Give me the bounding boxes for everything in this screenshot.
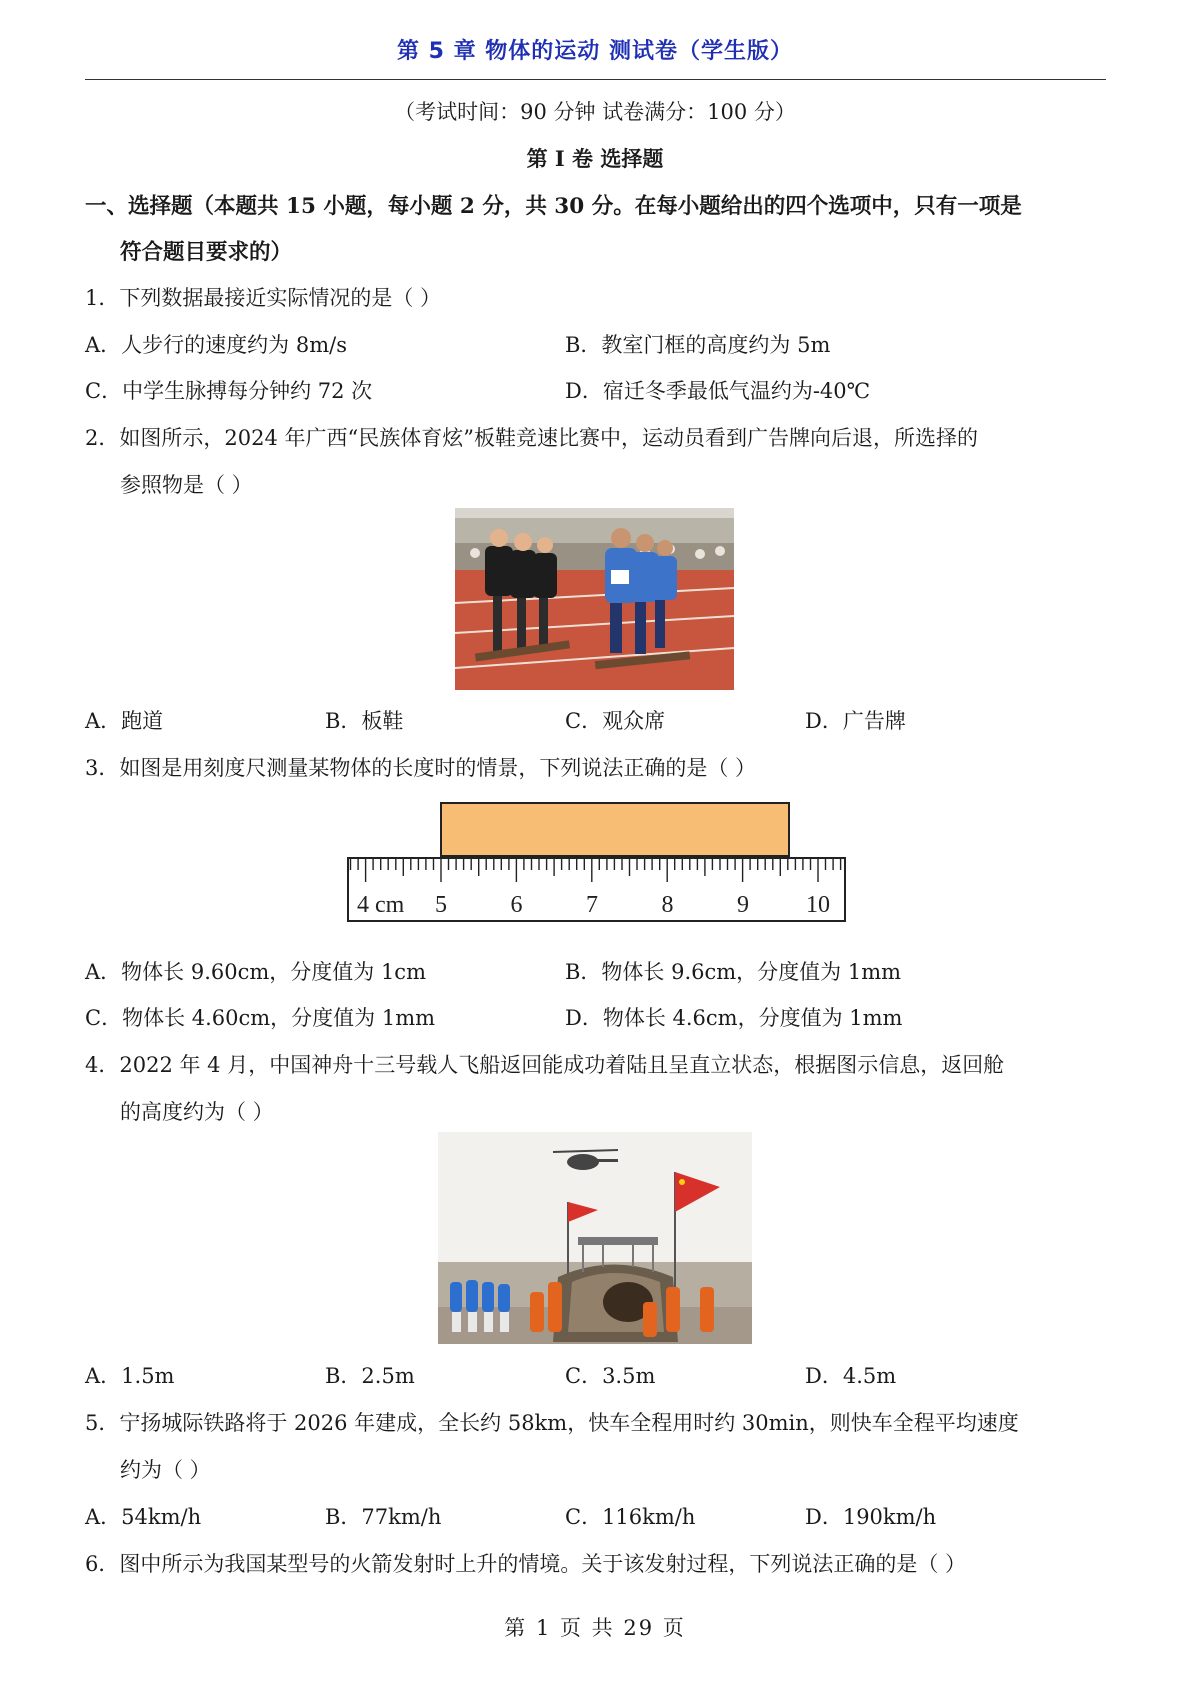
question-6-stem: 6．图中所示为我国某型号的火箭发射时上升的情境。关于该发射过程，下列说法正确的是（ ） (85, 1552, 967, 1576)
header-divider (85, 79, 1106, 80)
ruler-tick-label-10: 10 (806, 892, 830, 918)
q5-option-a[interactable]: A．54km/h (85, 1505, 202, 1529)
q1-option-b[interactable]: B．教室门框的高度约为 5m (565, 333, 831, 357)
q5-option-b[interactable]: B．77km/h (325, 1505, 442, 1529)
section-heading-line2: 符合题目要求的） (120, 240, 293, 265)
q1-option-c[interactable]: C．中学生脉搏每分钟约 72 次 (85, 379, 373, 403)
question-1-stem: 1．下列数据最接近实际情况的是（ ） (85, 286, 442, 310)
page-number: 第 1 页 共 29 页 (504, 1616, 686, 1640)
part-title: 第 I 卷 选择题 (526, 146, 664, 171)
question-5-stem-line2: 约为（ ） (120, 1458, 211, 1482)
section-heading-line1: 一、选择题（本题共 15 小题，每小题 2 分，共 30 分。在每小题给出的四个选项中，只有一项是 (85, 194, 1022, 219)
measured-object (441, 803, 789, 856)
q4-option-a[interactable]: A．1.5m (85, 1364, 175, 1388)
ruler-tick-label-9: 9 (737, 892, 749, 918)
q2-option-b[interactable]: B．板鞋 (325, 709, 404, 733)
q4-option-d[interactable]: D．4.5m (805, 1364, 897, 1388)
q5-option-c[interactable]: C．116km/h (565, 1505, 696, 1529)
ruler-tick-label-5: 5 (435, 892, 447, 918)
q1-option-d[interactable]: D．宿迁冬季最低气温约为-40℃ (565, 379, 871, 403)
q2-option-d[interactable]: D．广告牌 (805, 709, 906, 733)
q1-option-a[interactable]: A．人步行的速度约为 8m/s (85, 333, 347, 357)
page-title: 第 5 章 物体的运动 测试卷（学生版） (397, 39, 793, 64)
q2-option-a[interactable]: A．跑道 (85, 709, 164, 733)
ruler-unit-label: 4 cm (357, 892, 405, 918)
ruler-tick-label-7: 7 (586, 892, 598, 918)
ruler-figure (340, 795, 860, 935)
question-2-stem-line1: 2．如图所示，2024 年广西“民族体育炫”板鞋竞速比赛中，运动员看到广告牌向后退，所选择的 (85, 426, 978, 450)
q5-option-d[interactable]: D．190km/h (805, 1505, 937, 1529)
q3-option-a[interactable]: A．物体长 9.60cm，分度值为 1cm (85, 960, 426, 984)
exam-info: （考试时间：90 分钟 试卷满分：100 分） (394, 100, 796, 124)
return-capsule-photo (438, 1132, 752, 1344)
ruler-tick-label-8: 8 (661, 892, 674, 918)
question-2-stem-line2: 参照物是（ ） (120, 473, 253, 497)
q4-option-c[interactable]: C．3.5m (565, 1364, 656, 1388)
q2-option-c[interactable]: C．观众席 (565, 709, 666, 733)
board-shoe-race-photo (455, 508, 734, 690)
q3-option-c[interactable]: C．物体长 4.60cm，分度值为 1mm (85, 1006, 436, 1030)
question-5-stem-line1: 5．宁扬城际铁路将于 2026 年建成，全长约 58km，快车全程用时约 30min，则快车全程平均速度 (85, 1411, 1019, 1435)
q4-option-b[interactable]: B．2.5m (325, 1364, 415, 1388)
q3-option-d[interactable]: D．物体长 4.6cm，分度值为 1mm (565, 1006, 903, 1030)
question-4-stem-line1: 4．2022 年 4 月，中国神舟十三号载人飞船返回能成功着陆且呈直立状态，根据图示信息，返回舱 (85, 1053, 1005, 1077)
question-3-stem: 3．如图是用刻度尺测量某物体的长度时的情景，下列说法正确的是（ ） (85, 756, 757, 780)
ruler-tick-label-6: 6 (510, 892, 523, 918)
q3-option-b[interactable]: B．物体长 9.6cm，分度值为 1mm (565, 960, 902, 984)
question-4-stem-line2: 的高度约为（ ） (120, 1100, 274, 1124)
